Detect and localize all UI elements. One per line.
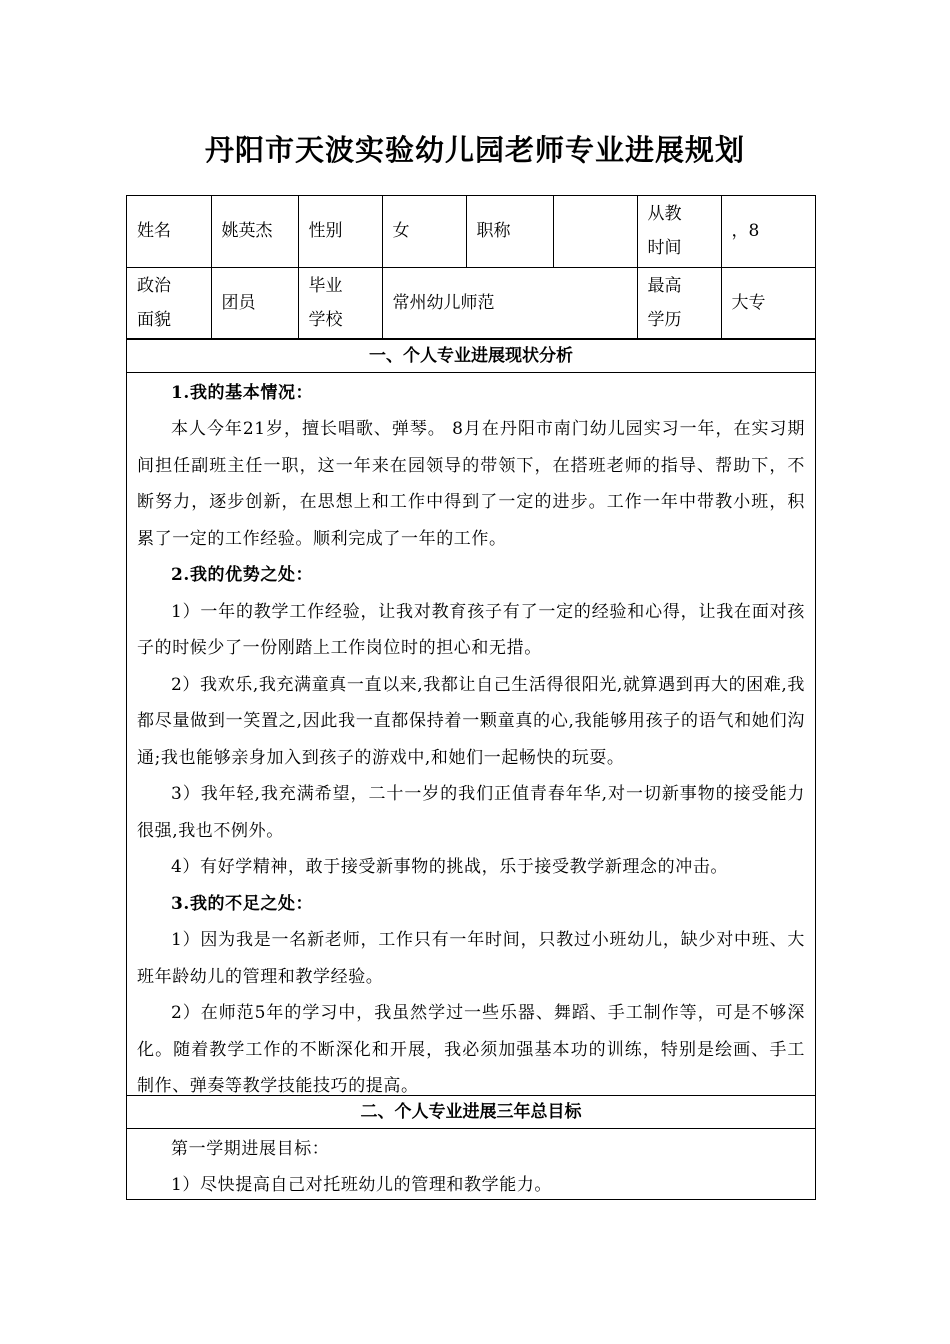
- politics-label: [127, 267, 211, 338]
- politics-label-line1: 政治: [137, 275, 171, 296]
- education-label: [637, 267, 721, 338]
- school-label-line1: 毕业: [308, 275, 343, 296]
- paragraph: 第一学期进展目标：: [171, 1138, 330, 1159]
- paragraph: 1）因为我是一名新老师，工作只有一年时间，只教过小班幼儿，缺少对中班、大班年龄幼儿的管理和教学经验。: [137, 930, 805, 987]
- teach-time-label-line2: 时间: [647, 238, 682, 259]
- teach-time-label: [637, 196, 721, 267]
- politics-value: 团员: [211, 267, 298, 338]
- document-title: 丹阳市天波实验幼儿园老师专业进展规划: [204, 133, 745, 167]
- paragraph: 3）我年轻,我充满希望，二十一岁的我们正值青春年华,对一切新事物的接受能力很强,我也不例外。: [137, 784, 805, 841]
- teach-time-label-line1: 从教: [647, 204, 682, 225]
- gender-label: 性别: [298, 196, 382, 267]
- info-row-1: [127, 196, 815, 267]
- gender-value: 女: [382, 196, 466, 267]
- name-value: 姚英杰: [211, 196, 298, 267]
- teach-time-value: ，8: [721, 196, 815, 267]
- personal-info-table: [127, 196, 815, 339]
- section2-heading: 二、个人专业进展三年总目标: [127, 1095, 815, 1128]
- paragraph: 1）尽快提高自己对托班幼儿的管理和教学能力。: [171, 1175, 553, 1195]
- subheading: 1.我的基本情况：: [171, 382, 314, 403]
- info-row-2: [127, 267, 815, 338]
- education-value: 大专: [721, 267, 815, 338]
- section1-heading: 一、个人专业进展现状分析: [127, 339, 815, 372]
- education-label-line2: 学历: [647, 309, 682, 330]
- paragraph: 2）我欢乐,我充满童真一直以来,我都让自己生活得很阳光,就算遇到再大的困难,我都尽量做到一笑置之,因此我一直都保持着一颗童真的心,我能够用孩子的语气和她们沟通;我也能够亲身加入到孩子的游戏中,和她们一起畅快的玩耍。: [137, 674, 805, 768]
- education-label-line1: 最高: [647, 275, 682, 296]
- paragraph: 本人今年21岁，擅长唱歌、弹琴。 8月在丹阳市南门幼儿园实习一年，在实习期间担任副班主任一职，这一年来在园领导的带领下，在搭班老师的指导、帮助下，不断努力，逐步创新，在思想上和工作中得到了一定的进步。工作一年中带教小班，积累了一定的工作经验。顺利完成了一年的工作。: [137, 419, 805, 549]
- school-label: [298, 267, 382, 338]
- section1-body: [127, 372, 815, 1095]
- subheading: 2.我的优势之处：: [171, 565, 314, 585]
- paragraph: 4）有好学精神，敢于接受新事物的挑战，乐于接受教学新理念的冲击。: [171, 857, 729, 877]
- school-label-line2: 学校: [308, 309, 343, 330]
- plan-form: [126, 195, 816, 1200]
- subheading: 3.我的不足之处：: [171, 893, 314, 914]
- school-value: 常州幼儿师范: [382, 267, 637, 338]
- paragraph: 1）一年的教学工作经验，让我对教育孩子有了一定的经验和心得，让我在面对孩子的时候少了一份刚踏上工作岗位时的担心和无措。: [137, 601, 805, 658]
- rank-label: 职称: [466, 196, 553, 267]
- politics-label-line2: 面貌: [137, 309, 171, 330]
- paragraph: 2）在师范5年的学习中，我虽然学过一些乐器、舞蹈、手工制作等，可是不够深化。随着教学工作的不断深化和开展，我必须加强基本功的训练，特别是绘画、手工制作、弹奏等教学技能技巧的提高。: [137, 1003, 805, 1096]
- name-label: 姓名: [127, 196, 211, 267]
- section2-body: [127, 1128, 815, 1200]
- rank-value: [553, 196, 637, 267]
